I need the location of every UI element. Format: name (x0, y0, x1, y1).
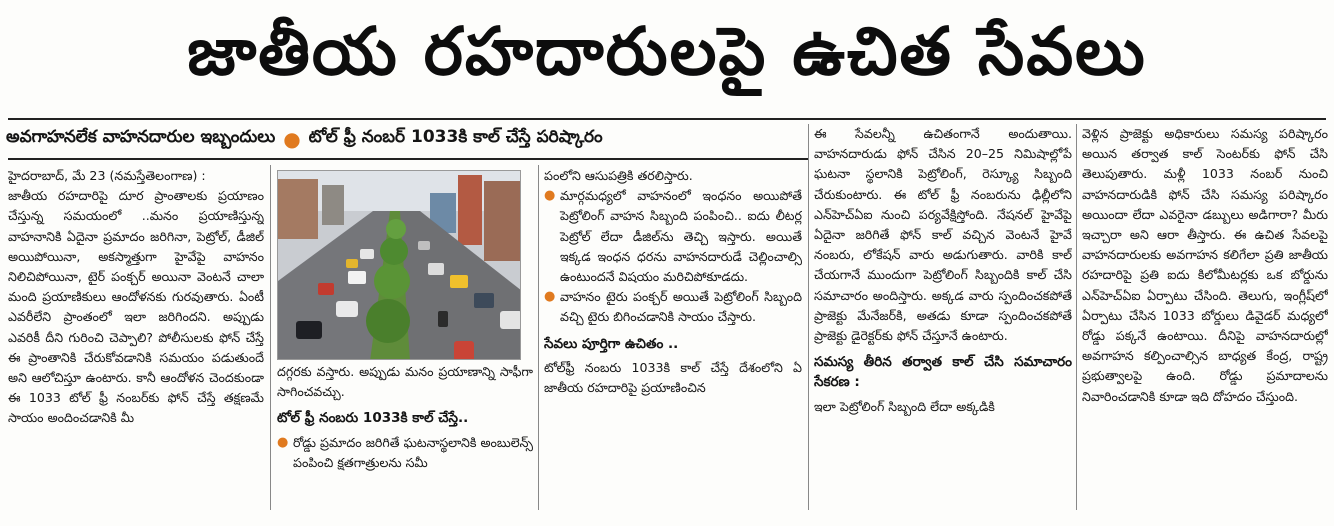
list-item-text: వాహనం టైరు పంక్చర్ అయితే పెట్రోలింగ్ సిబ్బంది వచ్చి టైరు బిగించడానికి సాయం చేస్తారు. (560, 289, 802, 325)
bullet-dot-icon: ● (544, 188, 556, 204)
subhead-right: టోల్ ఫ్రీ నంబర్ 1033కి కాల్ చేస్తే పరిష్కారం (308, 127, 603, 147)
article-column-1 (8, 166, 264, 508)
article-column-5 (1082, 124, 1328, 508)
column-body: వెళ్లిన ప్రాజెక్టు అధికారులు సమస్య పరిష్కారం అయిన తర్వాత కాల్ సెంటర్‌కు ఫోన్ చేసి తెలుపుతారు. మళ్లీ 1033 నంబర్ నుంచి వాహనదారుడికి ఫోన్ చేసి సమస్య పరిష్కారం అయిందా లేదా ఎవరైనా డబ్బులు అడిగారా? మీరు ఇచ్చారా అని ఆరా తీస్తారు. ఈ ఉచిత సేవలపై వాహనదారులకు అవగాహన కలిగేలా ప్రతి జాతీయ రహదారిపై ప్రతి ఐదు కిలోమీటర్లకు ఒక బోర్డును ఎన్‌హెచ్‌ఏఐ ఏర్పాటు చేసింది. తెలుగు, ఇంగ్లీష్‌లో ఏర్పాటు చేసిన 1033 బోర్డులు డివైడర్ మధ్యలో రోడ్డు పక్కనే ఉంటాయి. దీనిపై వాహనదారుల్లో అవగాహన కల్పించాల్సిన బాధ్యత కేంద్ర, రాష్ట్ర ప్రభుత్వాలపై ఉంది. రోడ్డు ప్రమాదాలను నివారించడానికి కూడా ఇది దోహదం చేస్తుంది. (1082, 126, 1328, 404)
headline: జాతీయ రహదారులపై ఉచిత సేవలు (187, 12, 1147, 90)
article-column-2 (277, 362, 533, 508)
highway-traffic-photo (277, 170, 521, 360)
subhead-rule (8, 158, 808, 160)
list-item (277, 433, 533, 473)
column-body: దగ్గరకు వస్తారు. అప్పుడు మనం ప్రయాణాన్ని సాఫీగా సాగించవచ్చు. (277, 364, 533, 400)
headline-rule (8, 118, 1326, 120)
section-heading: సేవలు పూర్తిగా ఉచితం .. (544, 335, 679, 352)
list-item (544, 186, 802, 287)
dateline: హైదరాబాద్, మే 23 (నమస్తేతెలంగాణ) : (8, 168, 206, 183)
article-column-3 (544, 166, 802, 508)
bullet-dot-icon: ● (283, 127, 301, 151)
column-divider (538, 165, 539, 510)
bullet-dot-icon: ● (277, 434, 289, 450)
column-divider (808, 124, 809, 510)
column-body: ఈ సేవలన్నీ ఉచితంగానే అందుతాయి. వాహనదారుడు ఫోన్ చేసిన 20–25 నిమిషాల్లోపే ఘటనా స్థలానికి పెట్రోలింగ్, రెస్క్యూ సిబ్బంది చేరుకుంటారు. ఈ టోల్ ఫ్రీ నంబరును ఢిల్లీలోని ఎన్‌హెచ్‌ఏఐ నుంచి పర్యవేక్షిస్తోంది. నేషనల్ హైవేపై ఏదైనా జరిగితే ఫోన్ కాల్ వచ్చిన వెంటనే హైవే నంబరు, లోకేషన్ వారు అడుగుతారు. వారికి కాల్ చేయగానే ముందుగా పెట్రోలింగ్ సిబ్బందికి కాల్ చేసి సమాచారం అందిస్తారు. అక్కడ వారు స్పందించకపోతే ప్రాజెక్టు మేనేజర్‌కి, అతడు కూడా స్పందించకపోతే ప్రాజెక్టు డైరెక్టర్‌కు ఫోన్ చేస్తూనే ఉంటారు. (814, 126, 1072, 344)
column-divider (270, 165, 271, 510)
list-item-text: మార్గమధ్యలో వాహనంలో ఇంధనం అయిపోతే పెట్రోలింగ్ వాహన సిబ్బంది పంపించి.. ఐదు లీటర్ల పెట్రోల్ లేదా డీజిల్‌ను తెచ్చి ఇస్తారు. అయితే ఇక్కడ ఇంధన ధరను వాహనదారుడే చెల్లించాల్సి ఉంటుందనే విషయం మరిచిపోకూడదు. (560, 188, 802, 285)
section-heading: టోల్ ఫ్రీ నంబరు 1033కి కాల్ చేస్తే.. (277, 410, 469, 427)
column-body: టోల్‌ఫ్రీ నంబరు 1033కి కాల్ చేస్తే దేశంలోని ఏ జాతీయ రహదారిపై ప్రయాణించిన (544, 359, 802, 396)
column-body: జాతీయ రహదారిపై దూర ప్రాంతాలకు ప్రయాణం చేస్తున్న సమయంలో ..మనం ప్రయాణిస్తున్న వాహనానికి ఏదైనా ప్రమాదం జరిగినా, పెట్రోల్, డీజిల్ అయిపోయినా, అకస్మాత్తుగా హైవేపై వాహనం నిలిచిపోయినా, టైర్ పంక్చర్ అయినా వెంటనే చాలా మంది ప్రయాణికులు ఆందోళనకు గురవుతారు. ఏంటీ ఎవరీలేని ప్రాంతంలో ఇలా జరిగిందని. అప్పుడు ఎవరికీ దీని గురించి చెప్పాలి? పోలీసులకు ఫోన్ చేస్తే ఈ ప్రాంతానికి చేరుకోవడానికి సమయం పడుతుందే అని ఆలోచిస్తూ ఉంటారు. కానీ ఆందోళన చెందకుండా ఈ 1033 టోల్ ఫ్రీ నంబర్‌కు ఫోన్ చేస్తే తక్షణమే సాయం అందించడానికి మీ (8, 188, 264, 426)
bullet-dot-icon: ● (544, 289, 556, 305)
list-item-text: రోడ్డు ప్రమాదం జరిగితే ఘటనాస్థలానికి అంబులెన్స్ పంపించి క్షతగాత్రులను సమీ (293, 434, 533, 470)
section-heading: సమస్య తీరిన తర్వాత కాల్ చేసి సమాచారం సేకరణ : (814, 354, 1072, 391)
column-divider (1076, 124, 1077, 510)
subhead-left: అవగాహనలేక వాహనదారుల ఇబ్బందులు (6, 127, 276, 147)
list-item (544, 287, 802, 327)
column-body: పంలోని ఆసుపత్రికి తరలిస్తారు. (544, 168, 693, 183)
article-column-4 (814, 124, 1072, 508)
subhead (6, 122, 806, 156)
column-body: ఇలా పెట్రోలింగ్ సిబ్బంది లేదా అక్కడికి (814, 398, 995, 414)
